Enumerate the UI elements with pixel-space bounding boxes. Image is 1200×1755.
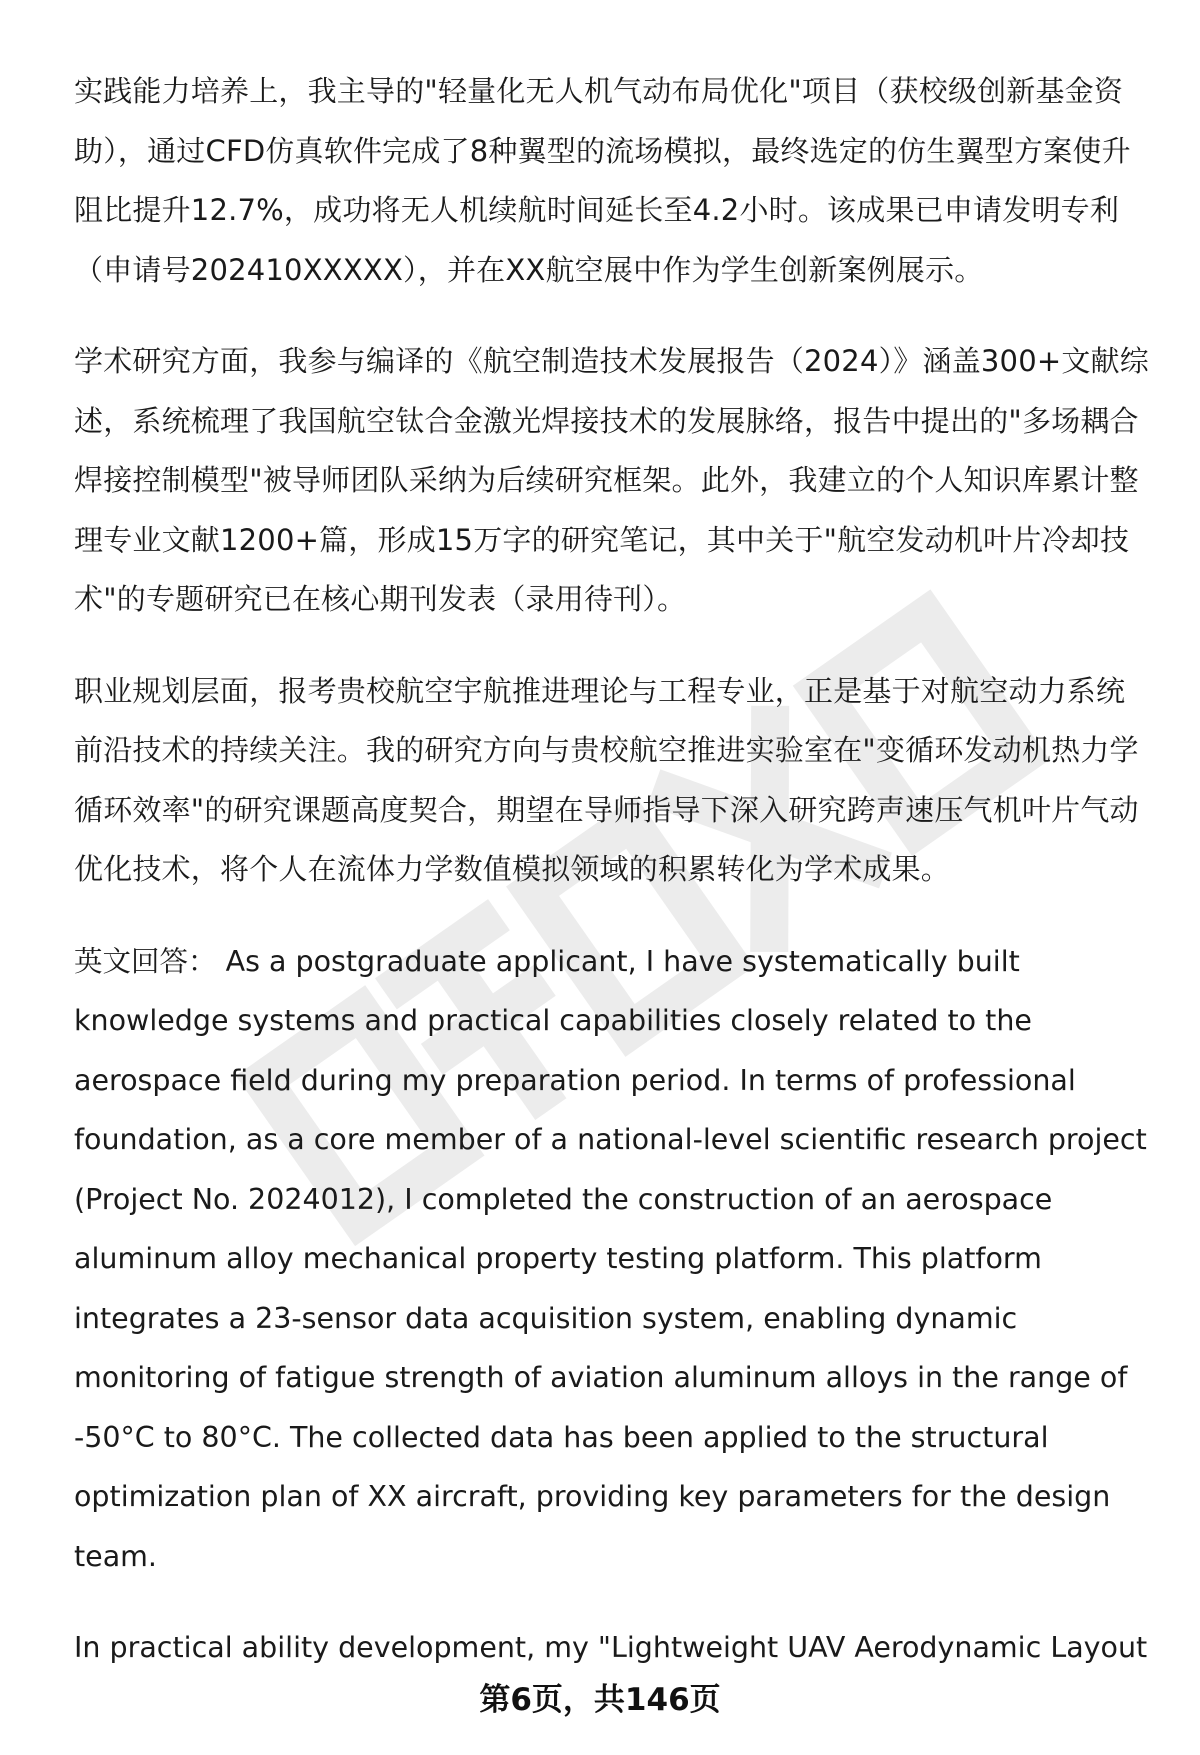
document-body (74, 62, 1154, 1710)
paragraph-practice: 实践能力培养上，我主导的"轻量化无人机气动布局优化"项目（获校级创新基金资助），通过CFD仿真软件完成了8种翼型的流场模拟，最终选定的仿生翼型方案使升阻比提升12.7%，成功将无人机续航时间延长至4.2小时。该成果已申请发明专利（申请号202410XXXXX），并在XX航空展中作为学生创新案例展示。 (74, 74, 1131, 287)
paragraph-research: 学术研究方面，我参与编译的《航空制造技术发展报告（2024）》涵盖300+文献综述，系统梳理了我国航空钛合金激光焊接技术的发展脉络，报告中提出的"多场耦合焊接控制模型"被导师团队采纳为后续研究框架。此外，我建立的个人知识库累计整理专业文献1200+篇，形成15万字的研究笔记，其中关于"航空发动机叶片冷却技术"的专题研究已在核心期刊发表（录用待刊）。 (74, 344, 1149, 616)
english-label: 英文回答： (74, 944, 217, 978)
english-text: As a postgraduate applicant, I have systematically built knowledge systems and practical capabilities closely related to the aerospace field during my preparation period. In terms of professional foundation, as a core member of a national-level scientific research project (Project No. 2024012), I completed the construction of an aerospace aluminum alloy mechanical property testing platform. This platform integrates a 23-sensor data acquisition system, enabling dynamic monitoring of fatigue strength of aviation aluminum alloys in the range of -50°C to 80°C. The collected data has been applied to the structural optimization plan of XX aircraft, providing key parameters for the design team. (74, 944, 1147, 1573)
paragraph-english (74, 932, 1154, 1587)
page-number: 第6页，共146页 (479, 1682, 721, 1718)
paragraph-career: 职业规划层面，报考贵校航空宇航推进理论与工程专业，正是基于对航空动力系统前沿技术的持续关注。我的研究方向与贵校航空推进实验室在"变循环发动机热力学循环效率"的研究课题高度契合，期望在导师指导下深入研究跨声速压气机叶片气动优化技术，将个人在流体力学数值模拟领域的积累转化为学术成果。 (74, 673, 1139, 886)
paragraph-english-continued: In practical ability development, my "Lightweight UAV Aerodynamic Layout (74, 1631, 1148, 1664)
